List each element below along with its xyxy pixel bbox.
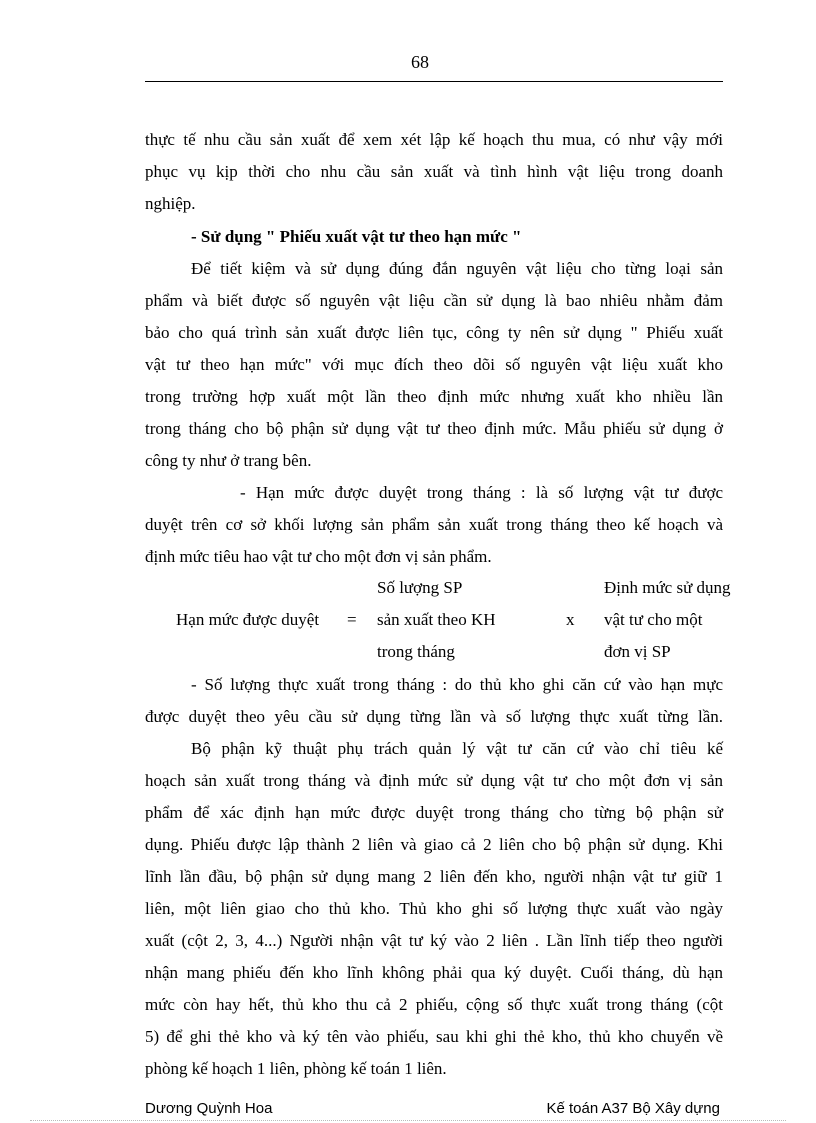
text-line: - Hạn mức được duyệt trong tháng : là số lượng vật tư được <box>240 483 723 502</box>
text-line: dụng. Phiếu được lập thành 2 liên và giao cả 2 liên cho bộ phận sử dụng. Khi <box>145 835 723 854</box>
formula-numerator-line: sản xuất theo KH <box>377 610 496 629</box>
text-line: thực tế nhu cầu sản xuất để xem xét lập kế hoạch thu mua, có như vậy mới <box>145 130 723 149</box>
text-line: trong tháng cho bộ phận sử dụng vật tư theo định mức. Mẫu phiếu sử dụng ở <box>145 419 723 438</box>
text-line: phục vụ kịp thời cho nhu cầu sản xuất và tình hình vật liệu trong doanh <box>145 162 723 181</box>
text-line: phòng kế hoạch 1 liên, phòng kế toán 1 liên. <box>145 1059 447 1078</box>
text-line: liên, một liên giao cho thủ kho. Thủ kho ghi số lượng thực xuất vào ngày <box>145 899 723 918</box>
text-line: nghiệp. <box>145 194 196 213</box>
formula-times: x <box>566 610 575 629</box>
footer-author: Dương Quỳnh Hoa <box>145 1100 273 1117</box>
text-line: duyệt trên cơ sở khối lượng sản phẩm sản xuất trong tháng theo kế hoạch và <box>145 515 723 534</box>
text-line: hoạch sản xuất trong tháng và định mức sử dụng vật tư cho một đơn vị sản <box>145 771 723 790</box>
text-line: trong trường hợp xuất một lần theo định mức nhưng xuất kho nhiều lần <box>145 387 723 406</box>
page-number: 68 <box>411 52 429 72</box>
text-line: công ty như ở trang bên. <box>145 451 312 470</box>
formula-numerator-line: trong tháng <box>377 642 455 661</box>
formula-factor-line: vật tư cho một <box>604 610 703 629</box>
text-line: bảo cho quá trình sản xuất được liên tục, công ty nên sử dụng " Phiếu xuất <box>145 323 723 342</box>
text-line: - Số lượng thực xuất trong tháng : do thủ kho ghi căn cứ vào hạn mực <box>191 675 723 694</box>
text-line: xuất (cột 2, 3, 4...) Người nhận vật tư ký vào 2 liên . Lần lĩnh tiếp theo người <box>145 931 723 950</box>
text-line: nhận mang phiếu đến kho lĩnh không phải qua ký duyệt. Cuối tháng, dù hạn <box>145 963 723 982</box>
text-line: mức còn hay hết, thủ kho thu cả 2 phiếu, cộng số thực xuất trong tháng (cột <box>145 995 723 1014</box>
formula-numerator-line: Số lượng SP <box>377 578 463 597</box>
text-line: vật tư theo hạn mức" với mục đích theo dõi số nguyên vật liệu xuất kho <box>145 355 723 374</box>
text-line: phẩm và biết được số nguyên vật liệu cần sử dụng là bao nhiêu nhằm đảm <box>145 291 723 310</box>
text-line: Để tiết kiệm và sử dụng đúng đắn nguyên vật liệu cho từng loại sản <box>191 259 723 278</box>
formula-factor-line: Định mức sử dụng <box>604 578 731 597</box>
header-rule <box>145 81 723 82</box>
text-line: định mức tiêu hao vật tư cho một đơn vị sản phẩm. <box>145 547 492 566</box>
footer-department: Kế toán A37 Bộ Xây dựng <box>546 1100 720 1117</box>
text-line: 5) để ghi thẻ kho và ký tên vào phiếu, sau khi ghi thẻ kho, thủ kho chuyển về <box>145 1027 723 1046</box>
formula-equals: = <box>347 610 357 629</box>
footer-rule <box>30 1120 786 1121</box>
section-heading: - Sử dụng " Phiếu xuất vật tư theo hạn mức " <box>191 227 522 246</box>
formula-factor-line: đơn vị SP <box>604 642 671 661</box>
text-line: được duyệt theo yêu cầu sử dụng từng lần và số lượng thực xuất từng lần. <box>145 707 723 726</box>
text-line: phẩm để xác định hạn mức được duyệt trong tháng cho từng bộ phận sử <box>145 803 723 822</box>
text-line: lĩnh lần đầu, bộ phận sử dụng mang 2 liên đến kho, người nhận vật tư giữ 1 <box>145 867 723 886</box>
text-line: Bộ phận kỹ thuật phụ trách quản lý vật tư căn cứ vào chỉ tiêu kế <box>191 739 723 758</box>
formula-lhs: Hạn mức được duyệt <box>176 610 320 629</box>
